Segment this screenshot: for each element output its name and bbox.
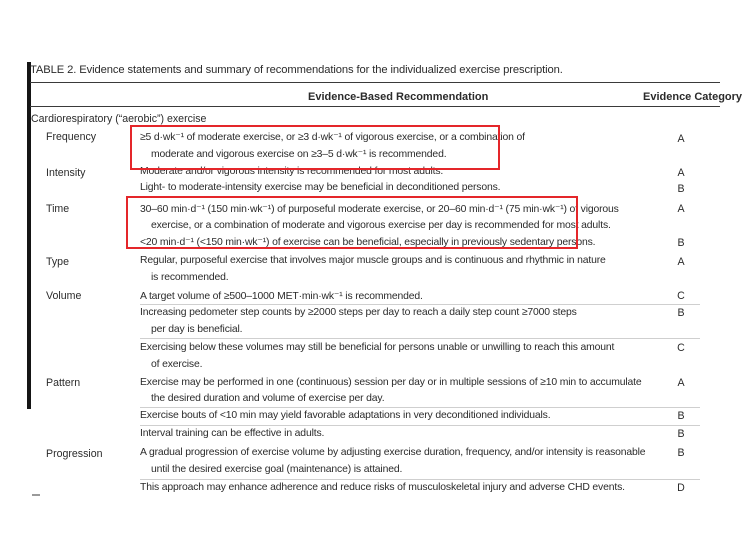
time-highlight-box [126,196,578,249]
frequency-line-2: moderate and vigorous exercise on ≥3–5 d·wk⁻¹ is recommended. [151,149,447,160]
type-line-2: is recommended. [151,272,229,283]
volume-line-3: per day is beneficial. [151,324,243,335]
progression-line-1: A gradual progression of exercise volume by adjusting exercise duration, frequency, and/or intensity is reasonable [140,447,646,458]
progression-separator-1 [140,479,700,480]
volume-category-2: B [677,307,685,319]
pattern-line-2: the desired duration and volume of exercise per day. [151,393,385,404]
volume-category-4: C [677,342,685,354]
section-label: Cardiorespiratory (“aerobic”) exercise [31,113,207,125]
pattern-line-3: Exercise bouts of <10 min may yield favorable adaptations in very deconditioned individuals. [140,410,551,421]
row-label-type: Type [46,256,69,268]
row-label-intensity: Intensity [46,167,86,179]
time-line-3: <20 min·d⁻¹ (<150 min·wk⁻¹) of exercise can be beneficial, especially in previously sedentary persons. [140,237,596,248]
volume-category-1: C [677,290,685,302]
progression-category-3: D [677,482,685,494]
intensity-line-2: Light- to moderate-intensity exercise may be beneficial in deconditioned persons. [140,182,501,193]
intensity-category-1: A [677,167,685,179]
progression-line-2: until the desired exercise goal (maintenance) is attained. [151,464,403,475]
pattern-category-4: B [677,428,685,440]
frequency-highlight-box [130,125,500,170]
intensity-line-1: Moderate and/or vigorous intensity is recommended for most adults. [140,166,444,177]
header-bottom-rule [30,106,720,107]
volume-line-1: A target volume of ≥500–1000 MET·min·wk⁻¹ is recommended. [140,291,423,302]
pattern-line-4: Interval training can be effective in adults. [140,428,325,439]
progression-line-3: This approach may enhance adherence and reduce risks of musculoskeletal injury and adverse CHD events. [140,482,625,493]
time-line-2: exercise, or a combination of moderate and vigorous exercise per day is recommended for most adults. [151,220,611,231]
volume-line-5: of exercise. [151,359,203,370]
pattern-line-1: Exercise may be performed in one (continuous) session per day or in multiple sessions of ≥10 min to accumulate [140,377,642,388]
progression-category-1: B [677,447,685,459]
header-evidence-category: Evidence Category [643,91,742,103]
time-category-1: A [677,203,685,215]
volume-line-4: Exercising below these volumes may still be beneficial for persons unable or unwilling to reach this amount [140,342,615,353]
row-label-volume: Volume [46,290,82,302]
type-category: A [677,256,685,268]
time-line-1: 30–60 min·d⁻¹ (150 min·wk⁻¹) of purposeful moderate exercise, or 20–60 min·d⁻¹ (75 min·wk⁻¹) of vigorous [140,204,619,215]
header-recommendation: Evidence-Based Recommendation [308,91,489,103]
intensity-category-2: B [677,183,685,195]
row-label-pattern: Pattern [46,377,81,389]
table-title: TABLE 2. Evidence statements and summary of recommendations for the individualized exercise prescription. [30,64,563,76]
frequency-category: A [677,133,685,145]
corner-mark [32,494,40,496]
pattern-separator-2 [140,425,700,426]
row-label-frequency: Frequency [46,131,97,143]
pattern-category-1: A [677,377,685,389]
frequency-line-1: ≥5 d·wk⁻¹ of moderate exercise, or ≥3 d·wk⁻¹ of vigorous exercise, or a combination of [140,132,525,143]
row-label-time: Time [46,203,70,215]
table-top-rule [30,82,720,83]
pattern-separator-1 [140,407,700,408]
volume-separator-2 [140,338,700,339]
volume-line-2: Increasing pedometer step counts by ≥2000 steps per day to reach a daily step count ≥7000 steps [140,307,577,318]
type-line-1: Regular, purposeful exercise that involves major muscle groups and is continuous and rhythmic in nature [140,255,606,266]
volume-separator-1 [140,304,700,305]
row-label-progression: Progression [46,448,103,460]
time-category-3: B [677,237,685,249]
pattern-category-3: B [677,410,685,422]
